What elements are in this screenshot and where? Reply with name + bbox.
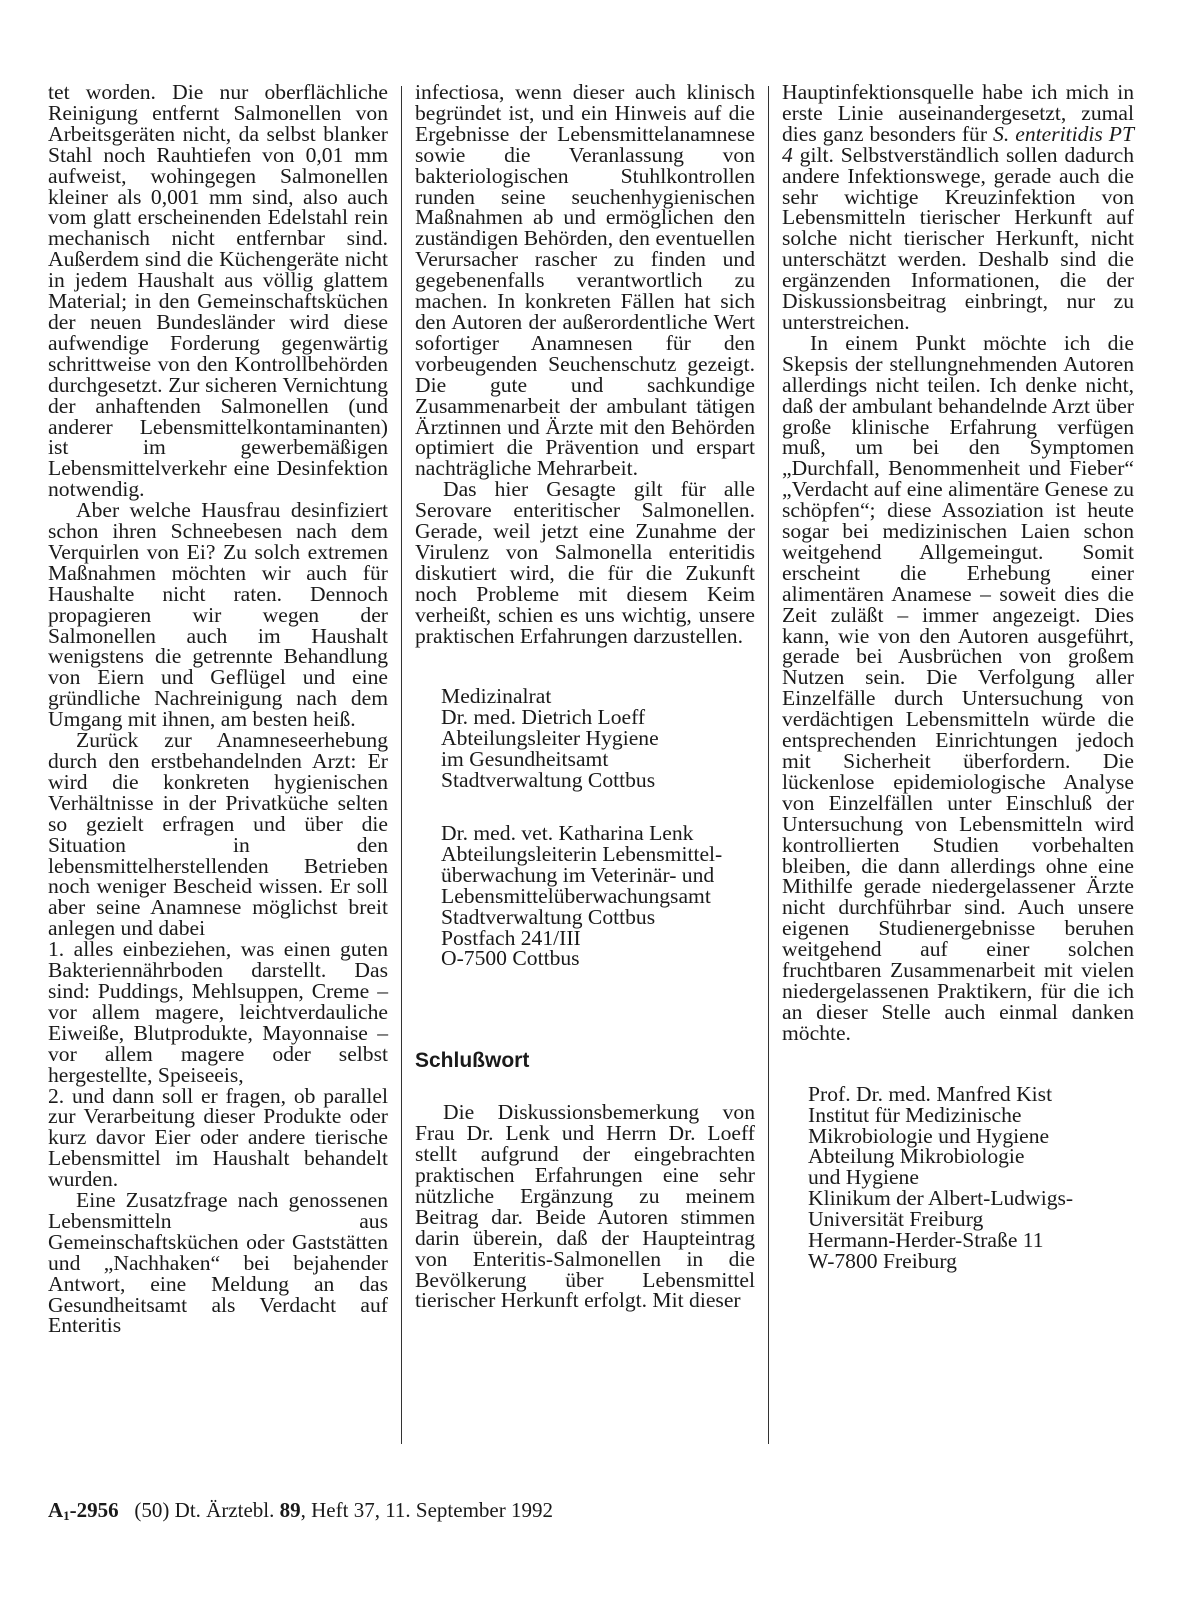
paragraph: In einem Punkt möchte ich die Skepsis der stellungnehmenden Autoren allerdings nicht teilen. Ich denke nicht, daß der ambulant behandelnde Arzt über große klinische Erfahrung verfügen muß, um bei den Symptomen „Durchfall, Benommenheit und Fieber“ „Verdacht auf eine alimentäre Genese zu schöpfen“; diese Assoziation ist heute sogar bei medizinischen Laien schon weitgehend Allgemeingut. Somit erscheint die Erhebung einer alimentären Anamese – soweit dies die Zeit zuläßt – immer angezeigt. Dies kann, wie von den Autoren ausgeführt, gerade bei Ausbrüchen von großem Nutzen sein. Die Verfolgung aller Einzelfälle durch Untersuchung von verdächtigen Lebensmitteln würde die entsprechenden Einrichtungen jedoch mit Sicherheit überfordern. Die lückenlose epidemiologische Analyse von Einzelfällen unter Einschluß der Untersuchung von Lebensmitteln wird kontrollierten Studien vorbehalten bleiben, die dann allerdings ohne eine Mithilfe gerade niedergelassener Ärzte nicht durchführbar sind. Auch unsere eigenen Studienergebnisse beruhen weitgehend auf einer solchen fruchtbaren Zusammenarbeit mit vielen niedergelassenen Praktikern, für die ich an dieser Stelle auch einmal danken möchte. <box>782 330 1134 1045</box>
address-line: Postfach 241/III <box>441 925 581 950</box>
address-line: Abteilungsleiter Hygiene <box>441 726 659 751</box>
column-rule <box>768 86 769 1444</box>
citation-source: (50) Dt. Ärztebl. <box>134 1498 275 1522</box>
list-item: 2. und dann soll er fragen, ob parallel zur Verarbeitung dieser Produkte oder kurz davor Eier oder andere tierische Lebensmittel im Haushalt behandelt wurden. <box>48 1083 388 1192</box>
address-line: Dr. med. Dietrich Loeff <box>441 705 646 730</box>
italic-term: S. enteritidis PT 4 <box>782 121 1134 167</box>
paragraph: tet worden. Die nur oberflächliche Reinigung entfernt Salmonellen von Arbeitsgeräten nicht, da selbst blanker Stahl noch Rauhtiefen von 0,01 mm aufweist, wohingegen Salmonellen kleiner als 0,001 mm sind, also auch vom glatt erscheinenden Edelstahl rein mechanisch nicht entfernbar sind. Außerdem sind die Küchengeräte nicht in jedem Haushalt aus völlig glattem Material; in den Gemeinschaftsküchen der neuen Bundesländer wird diese aufwendige Forderung gegenwärtig schrittweise von den Kontrollbehörden durchgesetzt. Zur sicheren Vernichtung der anhaftenden Salmonellen (und anderer Lebensmittelkontaminanten) ist im gewerbemäßigen Lebensmittelverkehr eine Desinfektion notwendig. <box>48 80 388 502</box>
author-address-lenk <box>415 823 755 969</box>
address-line: im Gesundheitsamt <box>441 747 609 772</box>
section-heading: Schlußwort <box>415 1049 530 1073</box>
address-line: überwachung im Veterinär- und <box>441 862 715 887</box>
page-code <box>48 1498 119 1522</box>
address-line: Prof. Dr. med. Manfred Kist <box>808 1081 1053 1106</box>
text-run: Hauptinfektionsquelle habe ich mich in erste Linie auseinandergesetzt, zumal dies ganz besonders für <box>782 80 1134 146</box>
address-line: Stadtverwaltung Cottbus <box>441 768 656 793</box>
address-line: Lebensmittelüberwachungsamt <box>441 883 711 908</box>
author-address-kist <box>782 1081 1134 1273</box>
address-line: O-7500 Cottbus <box>441 946 580 971</box>
address-line: Universität Freiburg <box>808 1207 984 1232</box>
paragraph: Die Diskussionsbemerkung von Frau Dr. Lenk und Herrn Dr. Loeff stellt aufgrund der eingebrachten praktischen Erfahrungen eine sehr nützliche Ergänzung zu meinem Beitrag dar. Beide Autoren stimmen darin überein, daß der Haupteintrag von Enteritis-Salmonellen in die Bevölkerung über Lebensmittel tierischer Herkunft erfolgt. Mit dieser <box>415 1100 755 1313</box>
column-rule <box>401 86 402 1444</box>
text-run: gilt. Selbstverständlich sollen dadurch andere Infektionswege, gerade auch die sehr wichtige Kreuzinfektion von Lebensmitteln tierischer Herkunft auf solche nicht tierischer Herkunft, nicht unterschätzt werden. Deshalb sind die ergänzenden Informationen, die der Diskussionsbeitrag einbringt, nur zu unterstreichen. <box>782 142 1134 334</box>
page-letter: A <box>48 1498 64 1522</box>
paragraph: infectiosa, wenn dieser auch klinisch begründet ist, und ein Hinweis auf die Ergebnisse der Lebensmittelanamnese sowie die Veranlassung von bakteriologischen Stuhlkontrollen runden seine seuchenhygienischen Maßnahmen ab und ermöglichen den zuständigen Behörden, den eventuellen Verursacher rascher zu finden und gegebenenfalls verantwortlich zu machen. In konkreten Fällen hat sich den Autoren der außerordentliche Wert sofortiger Anamnesen für den vorbeugenden Seuchenschutz gezeigt. Die gute und sachkundige Zusammenarbeit der ambulant tätigen Ärztinnen und Ärzte mit den Behörden optimiert die Prävention und erspart nachträgliche Mehrarbeit. <box>415 80 755 481</box>
address-line: Medizinalrat <box>441 684 552 709</box>
list-item: 1. alles einbeziehen, was einen guten Bakteriennährboden darstellt. Das sind: Puddings, Mehlsuppen, Creme – vor allem magere, leichtverdauliche Eiweiße, Blutprodukte, Mayonnaise – vor allem magere oder selbst hergestellte, Speiseeis, <box>48 937 388 1087</box>
address-line: Klinikum der Albert-Ludwigs- <box>808 1186 1074 1211</box>
address-line: Hermann-Herder-Straße 11 <box>808 1228 1044 1253</box>
author-address-loeff <box>415 686 755 791</box>
address-line: Mikrobiologie und Hygiene <box>808 1123 1050 1148</box>
paragraph: Eine Zusatzfrage nach genossenen Lebensmitteln aus Gemeinschaftsküchen oder Gaststätten und „Nachhaken“ bei bejahender Antwort, eine Meldung an das Gesundheitsamt als Verdacht auf Enteritis <box>48 1188 388 1338</box>
page-number: -2956 <box>69 1498 119 1522</box>
column-1 <box>48 82 388 1336</box>
address-line: Stadtverwaltung Cottbus <box>441 904 656 929</box>
page-footer <box>48 1498 553 1524</box>
paragraph <box>782 82 1134 333</box>
address-line: Institut für Medizinische <box>808 1102 1022 1127</box>
column-3 <box>782 82 1134 1272</box>
address-line: Dr. med. vet. Katharina Lenk <box>441 821 694 845</box>
column-2 <box>415 82 755 1311</box>
address-line: W-7800 Freiburg <box>808 1248 957 1273</box>
address-line: Abteilungsleiterin Lebensmittel- <box>441 841 723 866</box>
paragraph: Das hier Gesagte gilt für alle Serovare enteritischer Salmonellen. Gerade, weil jetzt eine Zunahme der Virulenz von Salmonella enteritidis diskutiert wird, die für die Zukunft noch Probleme mit diesem Keim verheißt, schien es uns wichtig, unsere praktischen Erfahrungen darzustellen. <box>415 477 755 648</box>
paragraph: Aber welche Hausfrau desinfiziert schon ihren Schneebesen nach dem Verquirlen von Ei? Zu solch extremen Maßnahmen möchten wir auch für Haushalte nicht raten. Dennoch propagieren wir wegen der Salmonellen auch im Haushalt wenigstens die getrennte Behandlung von Eiern und Geflügel und eine gründliche Nachreinigung nach dem Umgang mit ihnen, am besten heiß. <box>48 498 388 732</box>
citation-issue: , Heft 37, 11. September 1992 <box>300 1498 553 1522</box>
address-line: und Hygiene <box>808 1165 919 1190</box>
page-subscript: 1 <box>63 1508 70 1523</box>
citation-volume: 89 <box>279 1498 301 1522</box>
paragraph: Zurück zur Anamneseerhebung durch den erstbehandelnden Arzt: Er wird die konkreten hygienischen Verhältnisse in der Privatküche selten so gezielt erfragen und über die Situation in den lebensmittelherstellenden Betrieben noch weniger Bescheid wissen. Er soll aber seine Anamnese möglichst breit anlegen und dabei <box>48 728 388 941</box>
address-line: Abteilung Mikrobiologie <box>808 1144 1025 1169</box>
